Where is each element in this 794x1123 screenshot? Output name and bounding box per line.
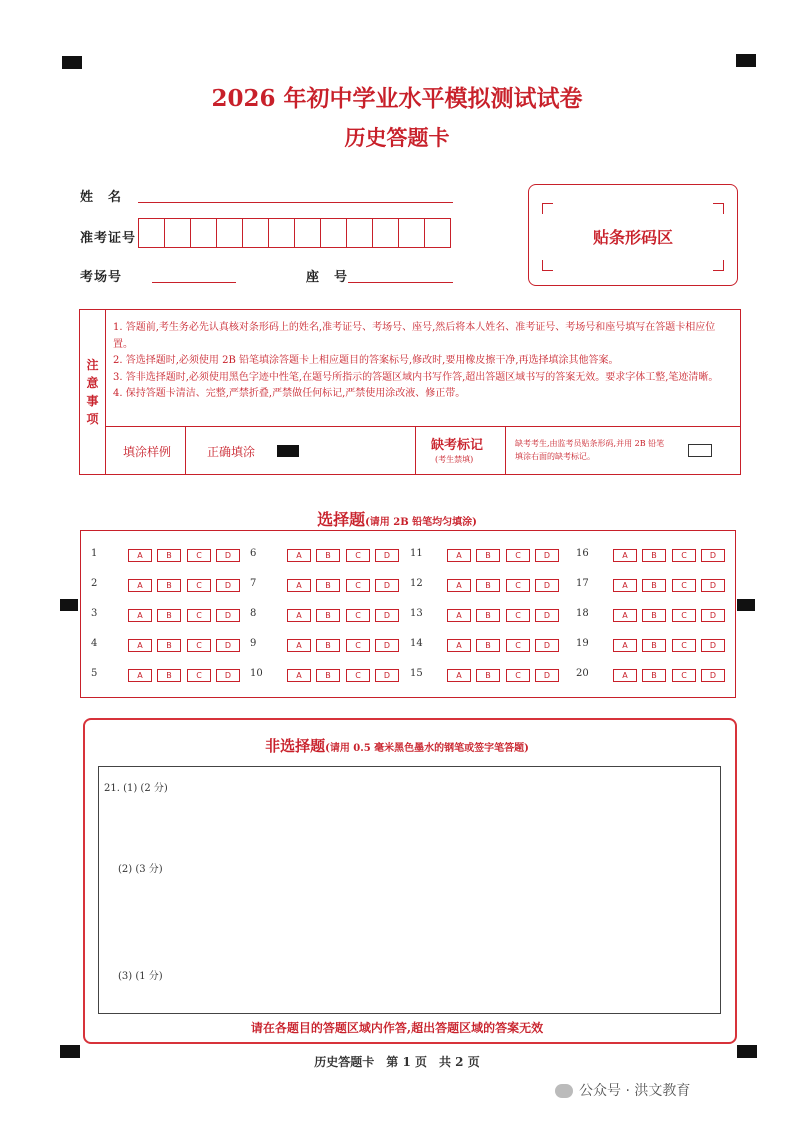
option-bubble-a[interactable]: A bbox=[287, 669, 311, 682]
option-bubble-a[interactable]: A bbox=[613, 669, 637, 682]
option-bubble-a[interactable]: A bbox=[447, 579, 471, 592]
note-item: 1. 答题前,考生务必先认真核对条形码上的姓名,准考证号、考场号、座号,然后将本人姓名、准考证号、考场号和座号填写在答题卡相应位置。 bbox=[113, 322, 716, 350]
option-bubble-b[interactable]: B bbox=[316, 579, 340, 592]
question-number: 1 bbox=[91, 548, 98, 559]
exam-room-field[interactable] bbox=[152, 282, 236, 283]
option-bubble-c[interactable]: C bbox=[346, 669, 370, 682]
option-bubble-c[interactable]: C bbox=[187, 609, 211, 622]
notes-list bbox=[113, 320, 733, 403]
mcq-grid bbox=[80, 530, 736, 698]
option-bubble-d[interactable]: D bbox=[701, 639, 725, 652]
question-number: 11 bbox=[410, 548, 423, 559]
option-bubble-b[interactable]: B bbox=[642, 609, 666, 622]
option-bubble-d[interactable]: D bbox=[701, 609, 725, 622]
absent-label: 缺考标记 bbox=[431, 438, 484, 453]
option-bubble-b[interactable]: B bbox=[476, 579, 500, 592]
page-title: 2026 年初中学业水平模拟测试试卷 bbox=[211, 85, 583, 112]
option-bubble-b[interactable]: B bbox=[157, 549, 181, 562]
registration-mark-middle-right bbox=[737, 599, 755, 611]
question-number: 7 bbox=[250, 578, 257, 589]
option-bubble-a[interactable]: A bbox=[613, 639, 637, 652]
option-bubble-c[interactable]: C bbox=[672, 579, 696, 592]
option-bubble-d[interactable]: D bbox=[535, 549, 559, 562]
option-bubble-a[interactable]: A bbox=[128, 549, 152, 562]
option-bubble-d[interactable]: D bbox=[216, 549, 240, 562]
page-subtitle: 历史答题卡 bbox=[344, 125, 450, 150]
option-bubble-a[interactable]: A bbox=[613, 579, 637, 592]
option-bubble-d[interactable]: D bbox=[216, 609, 240, 622]
page-footer: 历史答题卡 第 1 页 共 2 页 bbox=[314, 1055, 480, 1069]
option-bubble-a[interactable]: A bbox=[287, 549, 311, 562]
seat-field[interactable] bbox=[348, 282, 453, 283]
question-number: 5 bbox=[91, 668, 98, 679]
correct-fill-sample bbox=[277, 445, 299, 457]
option-bubble-d[interactable]: D bbox=[701, 669, 725, 682]
registration-mark-top-left bbox=[62, 56, 82, 69]
question-number: 2 bbox=[91, 578, 98, 589]
correct-fill-label: 正确填涂 bbox=[207, 445, 256, 459]
question-number: 10 bbox=[250, 668, 263, 679]
option-bubble-c[interactable]: C bbox=[672, 639, 696, 652]
option-bubble-c[interactable]: C bbox=[506, 549, 530, 562]
option-bubble-c[interactable]: C bbox=[506, 669, 530, 682]
question-number: 18 bbox=[576, 608, 589, 619]
option-bubble-b[interactable]: B bbox=[316, 639, 340, 652]
option-bubble-b[interactable]: B bbox=[642, 669, 666, 682]
option-bubble-d[interactable]: D bbox=[701, 579, 725, 592]
option-bubble-a[interactable]: A bbox=[287, 639, 311, 652]
q21-part-2: (2) (3 分) bbox=[118, 864, 163, 875]
option-bubble-d[interactable]: D bbox=[535, 669, 559, 682]
option-bubble-b[interactable]: B bbox=[157, 639, 181, 652]
barcode-area bbox=[528, 184, 738, 286]
question-number: 16 bbox=[576, 548, 589, 559]
question-number: 15 bbox=[410, 668, 423, 679]
barcode-label: 贴条形码区 bbox=[592, 228, 673, 247]
fill-sample-row bbox=[105, 426, 740, 475]
name-field[interactable] bbox=[138, 202, 453, 203]
id-number-boxes[interactable] bbox=[138, 218, 451, 248]
option-bubble-c[interactable]: C bbox=[672, 609, 696, 622]
option-bubble-c[interactable]: C bbox=[346, 639, 370, 652]
option-bubble-a[interactable]: A bbox=[613, 549, 637, 562]
nonmcq-heading: 非选择题(请用 0.5 毫米黑色墨水的钢笔或签字笔答题) bbox=[265, 737, 529, 755]
option-bubble-b[interactable]: B bbox=[157, 579, 181, 592]
question-number: 4 bbox=[91, 638, 98, 649]
option-bubble-c[interactable]: C bbox=[346, 579, 370, 592]
option-bubble-c[interactable]: C bbox=[187, 639, 211, 652]
question-number: 19 bbox=[576, 638, 589, 649]
id-label: 准考证号 bbox=[80, 231, 137, 246]
notes-heading: 注 意 事 项 bbox=[80, 310, 106, 474]
option-bubble-b[interactable]: B bbox=[316, 609, 340, 622]
option-bubble-d[interactable]: D bbox=[375, 579, 399, 592]
option-bubble-d[interactable]: D bbox=[535, 609, 559, 622]
option-bubble-c[interactable]: C bbox=[187, 669, 211, 682]
option-bubble-b[interactable]: B bbox=[316, 549, 340, 562]
sample-label: 填涂样例 bbox=[123, 445, 172, 459]
option-bubble-a[interactable]: A bbox=[447, 669, 471, 682]
wechat-icon bbox=[555, 1084, 573, 1098]
question-number: 20 bbox=[576, 668, 589, 679]
absent-note: 缺考考生,由监考员贴条形码,并用 2B 铅笔填涂右面的缺考标记。 bbox=[515, 439, 665, 461]
option-bubble-d[interactable]: D bbox=[535, 579, 559, 592]
option-bubble-d[interactable]: D bbox=[216, 579, 240, 592]
option-bubble-d[interactable]: D bbox=[375, 549, 399, 562]
absent-mark-box[interactable] bbox=[688, 444, 712, 457]
option-bubble-a[interactable]: A bbox=[128, 669, 152, 682]
question-number: 9 bbox=[250, 638, 257, 649]
option-bubble-d[interactable]: D bbox=[535, 639, 559, 652]
corner-bracket-icon bbox=[542, 203, 553, 214]
question-number: 3 bbox=[91, 608, 98, 619]
note-item: 2. 答选择题时,必须使用 2B 铅笔填涂答题卡上相应题目的答案标号,修改时,要用橡皮擦干净,再选择填涂其他答案。 bbox=[113, 355, 619, 366]
note-item: 4. 保持答题卡清洁、完整,严禁折叠,严禁做任何标记,严禁使用涂改液、修正带。 bbox=[113, 388, 466, 399]
option-bubble-b[interactable]: B bbox=[157, 669, 181, 682]
name-label: 姓 名 bbox=[80, 190, 123, 205]
question-number: 13 bbox=[410, 608, 423, 619]
option-bubble-d[interactable]: D bbox=[375, 639, 399, 652]
option-bubble-c[interactable]: C bbox=[672, 669, 696, 682]
option-bubble-b[interactable]: B bbox=[642, 579, 666, 592]
option-bubble-c[interactable]: C bbox=[506, 579, 530, 592]
option-bubble-a[interactable]: A bbox=[128, 579, 152, 592]
option-bubble-b[interactable]: B bbox=[316, 669, 340, 682]
option-bubble-c[interactable]: C bbox=[672, 549, 696, 562]
corner-bracket-icon bbox=[542, 260, 553, 271]
option-bubble-a[interactable]: A bbox=[447, 639, 471, 652]
option-bubble-b[interactable]: B bbox=[157, 609, 181, 622]
question-number: 8 bbox=[250, 608, 257, 619]
corner-bracket-icon bbox=[713, 260, 724, 271]
option-bubble-a[interactable]: A bbox=[613, 609, 637, 622]
option-bubble-a[interactable]: A bbox=[287, 609, 311, 622]
option-bubble-c[interactable]: C bbox=[346, 549, 370, 562]
option-bubble-c[interactable]: C bbox=[506, 609, 530, 622]
option-bubble-b[interactable]: B bbox=[476, 549, 500, 562]
option-bubble-b[interactable]: B bbox=[642, 639, 666, 652]
option-bubble-c[interactable]: C bbox=[187, 549, 211, 562]
registration-mark-top-right bbox=[736, 54, 756, 67]
notes-box bbox=[79, 309, 741, 475]
option-bubble-c[interactable]: C bbox=[187, 579, 211, 592]
option-bubble-a[interactable]: A bbox=[447, 609, 471, 622]
option-bubble-a[interactable]: A bbox=[128, 639, 152, 652]
q21-part-1: 21. (1) (2 分) bbox=[104, 783, 168, 794]
registration-mark-middle-left bbox=[60, 599, 78, 611]
option-bubble-d[interactable]: D bbox=[375, 669, 399, 682]
option-bubble-a[interactable]: A bbox=[447, 549, 471, 562]
question-number: 14 bbox=[410, 638, 423, 649]
question-number: 12 bbox=[410, 578, 423, 589]
seat-label: 座 号 bbox=[306, 270, 349, 285]
answer-area-warning: 请在各题目的答题区域内作答,超出答题区域的答案无效 bbox=[250, 1021, 544, 1035]
option-bubble-b[interactable]: B bbox=[476, 609, 500, 622]
mcq-heading: 选择题(请用 2B 铅笔均匀填涂) bbox=[317, 510, 477, 529]
option-bubble-c[interactable]: C bbox=[506, 639, 530, 652]
note-item: 3. 答非选择题时,必须使用黑色字迹中性笔,在题号所指示的答题区域内书写作答,超出答题区域书写的答案无效。要求字体工整,笔迹清晰。 bbox=[113, 371, 719, 383]
option-bubble-c[interactable]: C bbox=[346, 609, 370, 622]
watermark: 公众号 · 洪文教育 bbox=[555, 1080, 690, 1100]
question-number: 17 bbox=[576, 578, 589, 589]
option-bubble-d[interactable]: D bbox=[701, 549, 725, 562]
option-bubble-d[interactable]: D bbox=[375, 609, 399, 622]
absent-sub-label: (考生禁填) bbox=[435, 455, 474, 464]
question-number: 6 bbox=[250, 548, 257, 559]
option-bubble-d[interactable]: D bbox=[216, 669, 240, 682]
exam-room-label: 考场号 bbox=[80, 270, 123, 285]
q21-part-3: (3) (1 分) bbox=[118, 971, 163, 982]
corner-bracket-icon bbox=[713, 203, 724, 214]
option-bubble-a[interactable]: A bbox=[128, 609, 152, 622]
option-bubble-d[interactable]: D bbox=[216, 639, 240, 652]
option-bubble-a[interactable]: A bbox=[287, 579, 311, 592]
answer-box-q21[interactable] bbox=[98, 766, 721, 1014]
option-bubble-b[interactable]: B bbox=[476, 669, 500, 682]
option-bubble-b[interactable]: B bbox=[476, 639, 500, 652]
option-bubble-b[interactable]: B bbox=[642, 549, 666, 562]
